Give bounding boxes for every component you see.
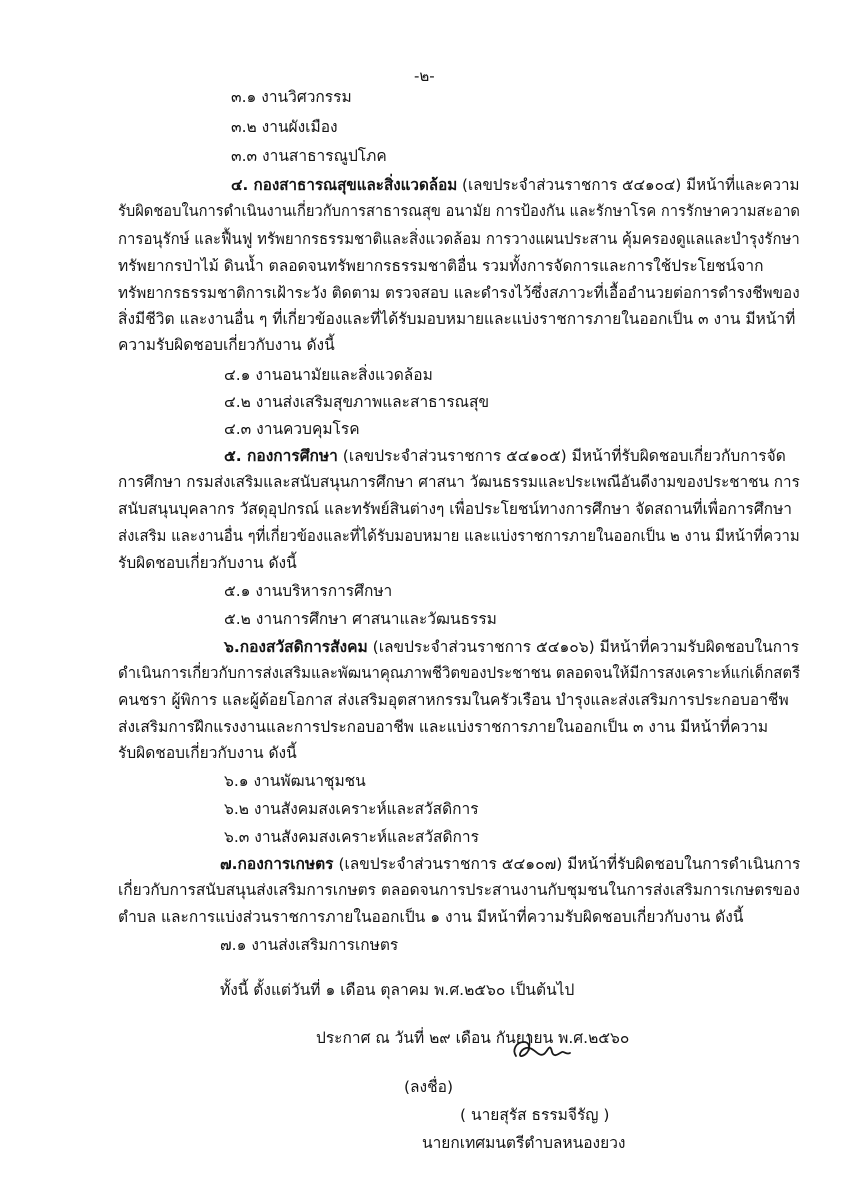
paragraph-line: รับผิดชอบเกี่ยวกับงาน ดังนี้ [118,744,297,762]
section-4-heading-line [231,174,800,196]
paragraph-line: คนชรา ผู้พิการ และผู้ด้อยโอกาส ส่งเสริมอุตสาหกรรมในครัวเรือน บำรุงและส่งเสริมการประกอบอาชีพ [118,691,789,709]
list-item: ๓.๑ งานวิศวกรรม [231,88,352,106]
section-7-title: ๗.กองการเกษตร [220,855,334,873]
signatory-position: นายกเทศมนตรีตำบลหนองยวง [422,1134,626,1152]
section-6-heading-line [224,636,799,658]
paragraph-line: ตำบล และการแบ่งส่วนราชการภายในออกเป็น ๑ งาน มีหน้าที่ความรับผิดชอบเกี่ยวกับงาน ดังนี้ [118,908,744,926]
section-5-title: ๕. กองการศึกษา [224,447,338,465]
paragraph-line: รับผิดชอบในการดำเนินงานเกี่ยวกับการสาธารณสุข อนามัย การป้องกัน และรักษาโรค การรักษาความสะอาด [118,202,800,220]
paragraph-line: ดำเนินการเกี่ยวกับการส่งเสริมและพัฒนาคุณภาพชีวิตของประชาชน ตลอดจนให้มีการสงเคราะห์แก่เด็กสตรี [118,664,801,682]
list-item: ๔.๓ งานควบคุมโรค [224,420,360,438]
section-4-title: ๔. กองสาธารณสุขและสิ่งแวดล้อม [231,176,458,194]
paragraph-line: เกี่ยวกับการสนับสนุนส่งเสริมการเกษตร ตลอดจนการประสานงานกับชุมชนในการส่งเสริมการเกษตรของ [118,881,800,899]
list-item: ๓.๓ งานสาธารณูปโภค [231,147,387,165]
handwritten-signature-icon [508,1028,574,1068]
list-item: ๖.๓ งานสังคมสงเคราะห์และสวัสดิการ [224,828,479,846]
list-item: ๔.๒ งานส่งเสริมสุขภาพและสาธารณสุข [224,393,490,411]
signature-label: (ลงชื่อ) [404,1078,453,1096]
page-number: -๒- [414,67,435,85]
list-item: ๕.๑ งานบริหารการศึกษา [224,582,393,600]
paragraph-line: รับผิดชอบเกี่ยวกับงาน ดังนี้ [118,554,297,572]
section-4-heading-rest: (เลขประจำส่วนราชการ ๕๔๑๐๔) มีหน้าที่และความ [457,176,800,194]
paragraph-line: ทรัพยากรป่าไม้ ดินน้ำ ตลอดจนทรัพยากรธรรมชาติอื่น รวมทั้งการจัดการและการใช้ประโยชน์จาก [118,257,764,275]
paragraph-line: ความรับผิดชอบเกี่ยวกับงาน ดังนี้ [118,336,335,354]
paragraph-line: ทรัพยากรธรรมชาติการเฝ้าระวัง ติดตาม ตรวจสอบ และดำรงไว้ซึ่งสภาวะที่เอื้ออำนวยต่อการดำรงชีพของ [118,284,800,302]
effective-date: ทั้งนี้ ตั้งแต่วันที่ ๑ เดือน ตุลาคม พ.ศ.๒๕๖๐ เป็นต้นไป [220,981,575,999]
paragraph-line: ส่งเสริม และงานอื่น ๆที่เกี่ยวข้องและที่ได้รับมอบหมาย และแบ่งราชการภายในออกเป็น ๒ งาน มีหน้าที่ความ [118,527,800,545]
list-item: ๔.๑ งานอนามัยและสิ่งแวดล้อม [224,366,433,384]
list-item: ๓.๒ งานผังเมือง [231,118,338,136]
section-7-heading-line [220,853,800,875]
list-item: ๕.๒ งานการศึกษา ศาสนาและวัฒนธรรม [224,610,497,628]
paragraph-line: สนับสนุนบุคลากร วัสดุอุปกรณ์ และทรัพย์สินต่างๆ เพื่อประโยชน์ทางการศึกษา จัดสถานที่เพื่อการศึกษา [118,500,792,518]
section-5-heading-rest: (เลขประจำส่วนราชการ ๕๔๑๐๕) มีหน้าที่รับผิดชอบเกี่ยวกับการจัด [337,447,786,465]
paragraph-line: สิ่งมีชีวิต และงานอื่น ๆ ที่เกี่ยวข้องและที่ได้รับมอบหมายและแบ่งราชการภายในออกเป็น ๓ งาน มีหน้าที่ [118,310,796,328]
paragraph-line: การอนุรักษ์ และฟื้นฟู ทรัพยากรธรรมชาติและสิ่งแวดล้อม การวางแผนประสาน คุ้มครองดูแลและบำรุงรักษา [118,230,800,248]
list-item: ๖.๑ งานพัฒนาชุมชน [224,772,366,790]
list-item: ๖.๒ งานสังคมสงเคราะห์และสวัสดิการ [224,800,479,818]
signatory-name: ( นายสุรัส ธรรมจีรัญ ) [460,1106,610,1124]
section-6-title: ๖.กองสวัสดิการสังคม [224,638,368,656]
list-item: ๗.๑ งานส่งเสริมการเกษตร [220,936,399,954]
section-7-heading-rest: (เลขประจำส่วนราชการ ๕๔๑๐๗) มีหน้าที่รับผิดชอบในการดำเนินการ [333,855,801,873]
announcement-date: ประกาศ ณ วันที่ ๒๙ เดือน กันยายน พ.ศ.๒๕๖๐ [316,1029,630,1047]
paragraph-line: การศึกษา กรมส่งเสริมและสนับสนุนการศึกษา ศาสนา วัฒนธรรมและประเพณีอันดีงามของประชาชน การ [118,473,800,491]
section-5-heading-line [224,445,786,467]
section-6-heading-rest: (เลขประจำส่วนราชการ ๕๔๑๐๖) มีหน้าที่ความรับผิดชอบในการ [367,638,800,656]
paragraph-line: ส่งเสริมการฝึกแรงงานและการประกอบอาชีพ และแบ่งราชการภายในออกเป็น ๓ งาน มีหน้าที่ความ [118,718,769,736]
